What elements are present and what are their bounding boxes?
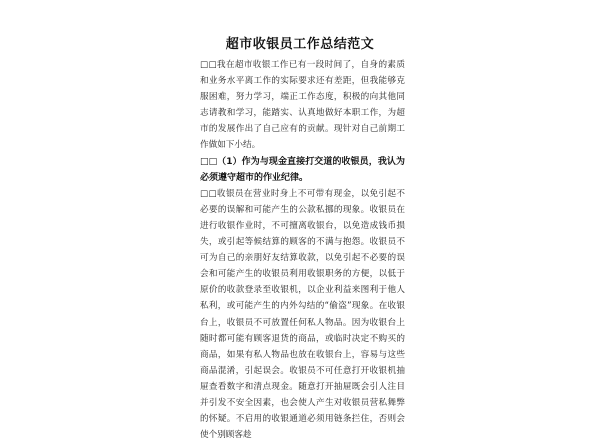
paragraph-intro: □□我在超市收银工作已有一段时间了，自身的素质和业务水平离工作的实际要求还有差距，但我能够克服困难，努力学习，端正工作态度，积极的向其他同志请教和学习，能踏实、认真地做好本职工作，为超市的发展作出了自己应有的贡献。现针对自己前期工作做如下小结。	[200, 60, 405, 151]
paragraph-discipline: □□收银员在营业时身上不可带有现金，以免引起不必要的误解和可能产生的公款私挪的现象。收银员在进行收银作业时，不可擅离收银台，以免造成钱币损失，或引起等候结算的顾客的不满与抱怨。收银员不可为自己的亲朋好友结算收款，以免引起不必要的误会和可能产生的收银员利用收银职务的方便，以低于原价的收款登录至收银机，以企业利益来图利于他人私利，或可能产生的内外勾结的“偷盗”现象。在收银台上，收银员不可放置任何私人物品。因为收银台上随时都可能有顾客退货的商品，或临时决定不购买的商品，如果有私人物品也放在收银台上，容易与这些商品混淆，引起误会。收银员不可任意打开收银机抽屉查看数字和清点现金。随意打开抽屉既会引人注目并引发不安全因素，也会使人产生对收银员营私舞弊的怀疑。不启用的收银通道必须用链条拦住，否则会使个别顾客趁	[200, 188, 405, 441]
document-title: 超市收银员工作总结范文	[225, 37, 375, 52]
paragraph-heading-1: □□（1）作为与现金直接打交道的收银员，我认为必须遵守超市的作业纪律。	[200, 156, 405, 183]
document-body	[200, 57, 405, 443]
